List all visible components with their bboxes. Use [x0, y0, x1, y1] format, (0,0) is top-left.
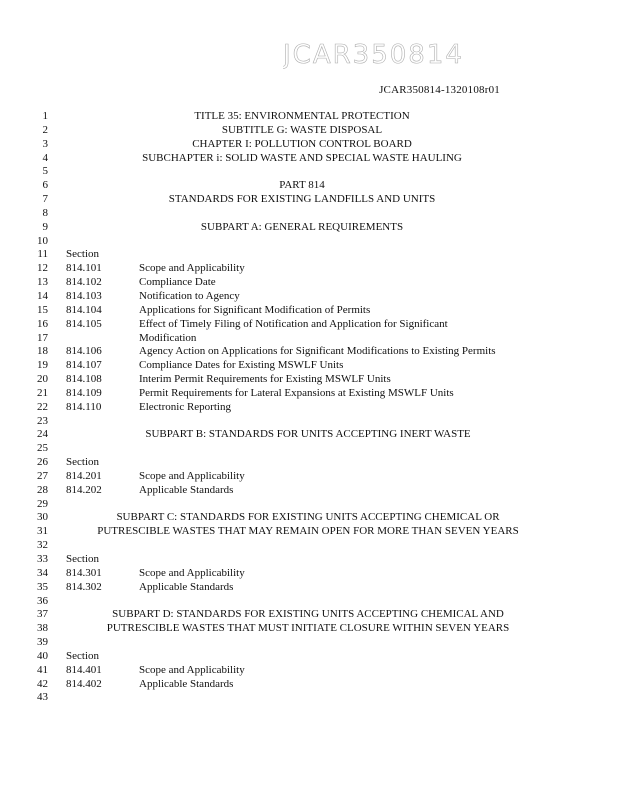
section-number: 814.107 [66, 359, 102, 372]
document-line [0, 442, 618, 456]
document-line [0, 387, 618, 401]
document-line [0, 207, 618, 221]
document-line [0, 193, 618, 207]
document-line [0, 525, 618, 539]
line-number: 23 [37, 414, 48, 427]
subpart-heading: SUBPART D: STANDARDS FOR EXISTING UNITS ACCEPTING CHEMICAL AND [112, 608, 504, 621]
subpart-heading: PUTRESCIBLE WASTES THAT MAY REMAIN OPEN FOR MORE THAN SEVEN YEARS [97, 525, 519, 538]
document-line [0, 110, 618, 124]
document-line [0, 373, 618, 387]
document-line [0, 553, 618, 567]
document-line [0, 484, 618, 498]
line-number: 39 [37, 636, 48, 649]
line-number: 40 [37, 649, 48, 662]
section-title: Scope and Applicability [139, 469, 245, 482]
heading-text: CHAPTER I: POLLUTION CONTROL BOARD [192, 137, 412, 150]
line-number: 4 [42, 151, 48, 164]
section-label: Section [66, 456, 99, 469]
document-line [0, 567, 618, 581]
line-number: 43 [37, 691, 48, 704]
heading-text: TITLE 35: ENVIRONMENTAL PROTECTION [194, 110, 410, 122]
line-number: 30 [37, 511, 48, 524]
line-number: 37 [37, 608, 48, 621]
document-line [0, 415, 618, 429]
line-number: 24 [37, 428, 48, 441]
document-id: JCAR350814-1320108r01 [379, 84, 500, 96]
line-number: 35 [37, 580, 48, 593]
line-number: 10 [37, 234, 48, 247]
document-line [0, 498, 618, 512]
document-line [0, 235, 618, 249]
document-line [0, 456, 618, 470]
section-title: Electronic Reporting [139, 400, 231, 413]
subpart-heading: PUTRESCIBLE WASTES THAT MUST INITIATE CLOSURE WITHIN SEVEN YEARS [106, 622, 510, 635]
heading-text: SUBTITLE G: WASTE DISPOSAL [221, 123, 383, 136]
section-title: Scope and Applicability [139, 262, 245, 275]
section-number: 814.101 [66, 262, 102, 275]
line-number: 36 [37, 594, 48, 607]
section-title: Notification to Agency [139, 289, 240, 302]
section-title: Agency Action on Applications for Significant Modifications to Existing Permits [139, 345, 496, 358]
document-line [0, 165, 618, 179]
document-line [0, 248, 618, 262]
section-number: 814.102 [66, 276, 102, 289]
section-label: Section [66, 649, 99, 662]
section-title: Interim Permit Requirements for Existing MSWLF Units [139, 373, 391, 386]
line-number: 13 [37, 276, 48, 289]
line-number: 22 [37, 400, 48, 413]
section-number: 814.402 [66, 677, 102, 690]
line-number: 25 [37, 442, 48, 455]
document-line [0, 664, 618, 678]
document-line [0, 318, 618, 332]
section-title: Scope and Applicability [139, 663, 245, 676]
document-line [0, 581, 618, 595]
line-number: 5 [42, 165, 48, 178]
document-line [0, 539, 618, 553]
line-number: 1 [42, 110, 48, 122]
heading-text: PART 814 [279, 179, 325, 192]
document-line [0, 276, 618, 290]
document-line [0, 608, 618, 622]
section-title: Effect of Timely Filing of Notification and Application for Significant [139, 317, 448, 330]
document-line [0, 152, 618, 166]
section-label: Section [66, 553, 99, 565]
document-line [0, 332, 618, 346]
document-line [0, 691, 618, 705]
line-number: 18 [37, 345, 48, 358]
line-number: 21 [37, 386, 48, 399]
line-number: 17 [37, 331, 48, 344]
section-number: 814.302 [66, 580, 102, 593]
line-number: 31 [37, 525, 48, 538]
subpart-heading: SUBPART B: STANDARDS FOR UNITS ACCEPTING INERT WASTE [145, 428, 471, 441]
received-stamp: JCAR350814 [283, 40, 464, 70]
document-line [0, 304, 618, 318]
document-line [0, 511, 618, 525]
line-number: 8 [42, 206, 48, 219]
document-line [0, 401, 618, 415]
line-number: 41 [37, 663, 48, 676]
line-number: 2 [42, 123, 48, 136]
line-number: 34 [37, 566, 48, 579]
heading-text: STANDARDS FOR EXISTING LANDFILLS AND UNITS [168, 193, 436, 206]
section-title: Applicable Standards [139, 580, 234, 593]
section-number: 814.401 [66, 663, 102, 676]
section-title: Applicable Standards [139, 677, 234, 690]
document-line [0, 595, 618, 609]
section-title: Permit Requirements for Lateral Expansions at Existing MSWLF Units [139, 386, 454, 399]
line-number: 12 [37, 262, 48, 275]
section-title: Modification [139, 331, 197, 344]
heading-text: SUBCHAPTER i: SOLID WASTE AND SPECIAL WASTE HAULING [142, 151, 462, 164]
line-number: 3 [42, 137, 48, 150]
section-number: 814.301 [66, 566, 102, 579]
section-title: Applications for Significant Modification of Permits [139, 303, 371, 316]
line-number: 11 [37, 248, 48, 261]
section-number: 814.105 [66, 317, 102, 330]
line-number: 19 [37, 359, 48, 372]
section-title: Scope and Applicability [139, 566, 245, 579]
line-number: 32 [37, 539, 48, 552]
line-number: 42 [37, 677, 48, 690]
document-line [0, 345, 618, 359]
section-number: 814.109 [66, 386, 102, 399]
line-number: 14 [37, 289, 48, 302]
section-number: 814.201 [66, 469, 102, 482]
section-number: 814.104 [66, 303, 102, 316]
document-line [0, 678, 618, 692]
section-title: Compliance Date [139, 276, 216, 289]
section-number: 814.106 [66, 345, 102, 358]
document-line [0, 636, 618, 650]
section-label: Section [66, 248, 99, 261]
document-body [0, 110, 618, 705]
document-line [0, 221, 618, 235]
section-number: 814.110 [66, 400, 102, 413]
line-number: 29 [37, 497, 48, 510]
section-title: Compliance Dates for Existing MSWLF Units [139, 359, 344, 372]
document-line [0, 428, 618, 442]
section-number: 814.202 [66, 483, 102, 496]
section-number: 814.108 [66, 373, 102, 386]
document-line [0, 179, 618, 193]
heading-text: SUBPART A: GENERAL REQUIREMENTS [200, 220, 404, 233]
line-number: 9 [42, 220, 48, 233]
document-line [0, 290, 618, 304]
document-line [0, 622, 618, 636]
subpart-heading: SUBPART C: STANDARDS FOR EXISTING UNITS ACCEPTING CHEMICAL OR [116, 511, 500, 524]
line-number: 38 [37, 622, 48, 635]
document-line [0, 359, 618, 373]
section-title: Applicable Standards [139, 483, 234, 496]
line-number: 7 [42, 193, 48, 206]
document-line [0, 650, 618, 664]
line-number: 16 [37, 317, 48, 330]
line-number: 26 [37, 456, 48, 469]
line-number: 6 [42, 179, 48, 192]
document-line [0, 124, 618, 138]
document-line [0, 262, 618, 276]
line-number: 28 [37, 483, 48, 496]
document-line [0, 470, 618, 484]
line-number: 27 [37, 469, 48, 482]
line-number: 20 [37, 373, 48, 386]
line-number: 33 [37, 553, 48, 565]
line-number: 15 [37, 303, 48, 316]
document-line [0, 138, 618, 152]
section-number: 814.103 [66, 289, 102, 302]
